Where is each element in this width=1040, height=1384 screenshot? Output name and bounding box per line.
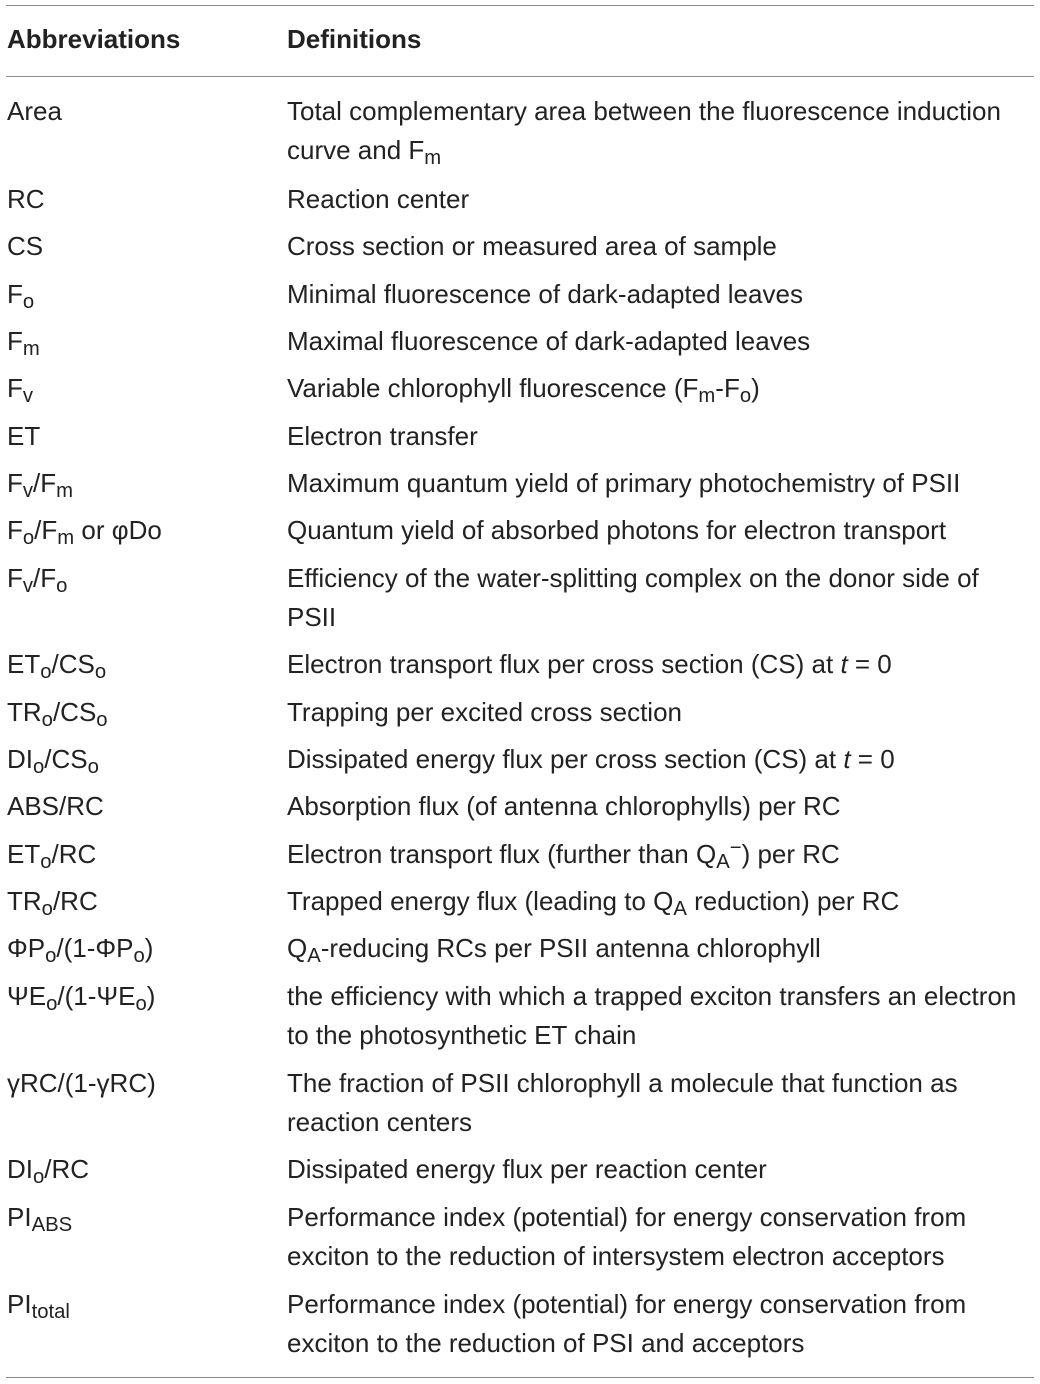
definition-cell: The fraction of PSII chlorophyll a molecule that function as reaction centers [287, 1068, 958, 1137]
abbreviation-cell: $F_o/F_m$ or φDo [7, 515, 162, 550]
definition-cell: Performance index (potential) for energy conservation from exciton to the reduction of PSI and acceptors [287, 1289, 967, 1358]
abbreviation-cell: $DI_o/RC$ [7, 1154, 90, 1189]
definition-cell: Trapped energy flux (leading to $Q_A$ reduction) per RC [287, 886, 900, 921]
abbreviation-cell: Area [7, 96, 62, 126]
abbreviation-cell: $F_v/F_m$ [7, 468, 74, 503]
definition-cell: Total complementary area between the fluorescence induction curve and $F_m$ [287, 96, 1001, 170]
definition-cell: Dissipated energy flux per cross section (CS) at t = 0 [287, 744, 895, 774]
definition-cell: Electron transport flux per cross section (CS) at t = 0 [287, 649, 892, 679]
definition-cell: $Q_A$-reducing RCs per PSII antenna chlorophyll [287, 933, 821, 968]
definition-cell: Maximal fluorescence of dark-adapted leaves [287, 326, 811, 356]
table-top-rule [6, 5, 1034, 6]
definition-cell: Maximum quantum yield of primary photochemistry of PSII [287, 468, 961, 498]
abbreviation-cell: $PI_{total}$ [7, 1289, 70, 1324]
abbreviation-cell: RC [7, 184, 45, 214]
abbreviation-cell: $\Phi P_o/(1-\Phi P_o)$ [7, 933, 154, 968]
table-bottom-rule [6, 1377, 1034, 1378]
definition-cell: Reaction center [287, 184, 470, 214]
abbreviation-cell: $F_v/F_o$ [7, 563, 68, 598]
abbreviation-cell: CS [7, 231, 44, 261]
definition-cell: Trapping per excited cross section [287, 697, 683, 727]
definition-cell: Electron transport flux (further than $Q_A^-$) per RC [287, 836, 840, 874]
definition-cell: Absorption flux (of antenna chlorophylls) per RC [287, 791, 841, 821]
definition-cell: Variable chlorophyll fluorescence $(F_m-F_o)$ [287, 373, 760, 408]
abbreviation-cell: $F_m$ [7, 326, 40, 361]
abbreviation-cell: $TR_o/RC$ [7, 886, 98, 921]
abbreviation-cell: ABS/RC [7, 791, 104, 821]
header-definitions: Definitions [287, 24, 422, 54]
table-header-rule [6, 76, 1034, 77]
definition-cell: Quantum yield of absorbed photons for electron transport [287, 515, 947, 545]
definition-cell: the efficiency with which a trapped exciton transfers an electron to the photosynthetic ET chain [287, 981, 1017, 1050]
abbreviation-cell: $TR_o/CS_o$ [7, 697, 108, 732]
abbreviation-cell: $F_o$ [7, 279, 35, 314]
definition-cell: Minimal fluorescence of dark-adapted leaves [287, 279, 803, 309]
header-abbreviations: Abbreviations [7, 24, 181, 54]
abbreviation-cell: $PI_{ABS}$ [7, 1202, 73, 1237]
abbreviation-cell: ET [7, 421, 41, 451]
abbreviation-cell: $ET_o/RC$ [7, 839, 97, 874]
abbreviation-cell: $DI_o/CS_o$ [7, 744, 99, 779]
abbreviation-cell: γRC/(1-γRC) [7, 1068, 156, 1098]
definition-cell: Cross section or measured area of sample [287, 231, 777, 261]
definition-cell: Efficiency of the water-splitting complex on the donor side of PSII [287, 563, 979, 632]
abbreviation-cell: $\Psi E_o/(1-\Psi E_o)$ [7, 981, 156, 1016]
definition-cell: Electron transfer [287, 421, 478, 451]
abbreviation-cell: $ET_o/CS_o$ [7, 649, 107, 684]
definition-cell: Performance index (potential) for energy conservation from exciton to the reduction of intersystem electron acceptors [287, 1202, 967, 1271]
definition-cell: Dissipated energy flux per reaction center [287, 1154, 767, 1184]
abbreviation-cell: $F_v$ [7, 373, 34, 408]
